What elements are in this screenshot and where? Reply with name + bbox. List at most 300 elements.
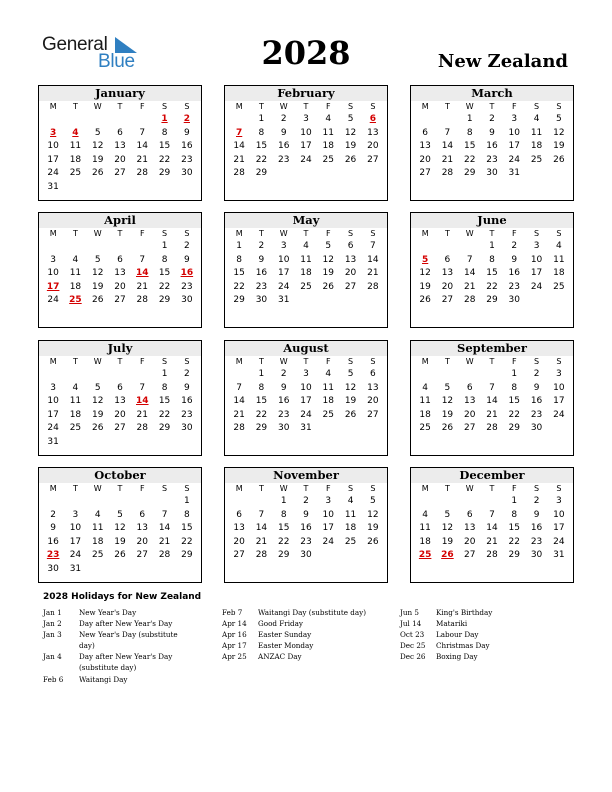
weekday-header: S (534, 102, 540, 111)
weekday-header: M (421, 357, 429, 366)
weekday-header: M (49, 484, 57, 493)
holiday-day-cell: 1 (161, 114, 168, 124)
day-cell: 21 (136, 154, 148, 165)
weekday-header: M (235, 357, 243, 366)
holiday-item (43, 629, 193, 651)
holiday-item (222, 607, 366, 618)
day-cell: 15 (158, 268, 171, 279)
day-cell: 30 (530, 550, 543, 561)
weekday-header: M (421, 484, 429, 493)
day-cell: 15 (277, 523, 290, 534)
brand-word-general: General (42, 34, 108, 55)
holiday-name: King's Birthday (436, 608, 493, 617)
day-cell: 27 (463, 550, 476, 561)
day-cell: 8 (161, 254, 168, 265)
holiday-item (222, 651, 366, 662)
day-cell: 21 (136, 281, 148, 292)
day-cell: 11 (91, 523, 104, 534)
day-cell: 23 (530, 409, 543, 420)
day-cell: 16 (277, 141, 290, 152)
empty-cell (481, 368, 503, 382)
weekday-header: S (534, 484, 540, 493)
day-cell: 8 (183, 509, 190, 520)
day-cell: 19 (441, 409, 454, 420)
empty-cell (436, 368, 458, 382)
day-cell: 17 (322, 523, 334, 534)
month-name: November (225, 468, 387, 483)
day-cell: 19 (419, 281, 431, 292)
day-cell: 11 (69, 396, 82, 407)
day-cell: 6 (466, 509, 473, 520)
weekday-header: S (184, 102, 190, 111)
day-cell: 27 (136, 550, 148, 561)
weekday-header: F (139, 357, 145, 366)
holiday-day-cell: 14 (136, 396, 149, 407)
day-cell: 19 (344, 141, 357, 152)
holiday-date: Apr 16 (222, 630, 247, 640)
weekday-header: W (465, 229, 474, 238)
weekday-header: T (303, 102, 309, 111)
holiday-name: Waitangi Day (substitute day) (258, 608, 367, 617)
day-cell: 15 (508, 396, 520, 407)
month-name: December (411, 468, 573, 483)
empty-cell (109, 240, 131, 254)
day-cell: 24 (47, 423, 59, 434)
weekday-header: M (49, 102, 57, 111)
day-cell: 1 (258, 369, 265, 379)
day-cell: 30 (530, 423, 543, 434)
day-cell: 29 (508, 423, 520, 434)
day-cell: 26 (344, 409, 357, 420)
day-cell: 21 (463, 281, 476, 292)
empty-cell (414, 240, 436, 254)
day-cell: 16 (181, 141, 193, 152)
weekday-header: T (258, 357, 264, 366)
holiday-column (400, 607, 492, 662)
day-cell: 3 (50, 254, 56, 265)
day-cell: 29 (508, 550, 520, 561)
holiday-day-cell: 26 (441, 550, 454, 561)
day-cell: 26 (553, 154, 565, 165)
day-cell: 28 (136, 423, 148, 434)
day-cell: 7 (236, 382, 242, 393)
day-cell: 20 (233, 536, 245, 547)
holiday-date: Feb 6 (43, 674, 64, 684)
day-cell: 23 (530, 536, 543, 547)
day-cell: 23 (277, 154, 290, 165)
day-cell: 19 (367, 523, 379, 534)
empty-cell (436, 240, 458, 254)
day-cell: 11 (300, 254, 312, 265)
day-cell: 13 (344, 254, 357, 265)
weekday-header: F (325, 484, 331, 493)
day-cell: 17 (508, 141, 520, 152)
day-cell: 29 (486, 295, 498, 306)
day-cell: 5 (555, 114, 562, 124)
weekday-header: S (184, 484, 190, 493)
day-cell: 20 (367, 396, 379, 407)
holiday-date: Apr 14 (222, 619, 247, 629)
day-cell: 9 (533, 382, 540, 393)
month-october (38, 467, 202, 583)
day-cell: 20 (463, 409, 476, 420)
day-cell: 8 (466, 127, 473, 138)
day-cell: 21 (136, 409, 148, 420)
empty-cell (64, 495, 86, 509)
day-cell: 3 (50, 382, 56, 393)
day-cell: 8 (258, 382, 265, 393)
day-cell: 10 (553, 382, 565, 393)
day-cell: 22 (158, 154, 171, 165)
weekday-header: T (444, 357, 450, 366)
empty-cell (414, 113, 436, 127)
month-may (224, 212, 388, 328)
weekday-header: S (556, 102, 562, 111)
day-cell: 25 (91, 550, 104, 561)
day-cell: 9 (183, 127, 190, 138)
day-cell: 18 (300, 268, 312, 279)
holiday-day-cell: 16 (180, 268, 194, 279)
day-cell: 31 (47, 181, 59, 192)
day-cell: 17 (300, 396, 312, 407)
weekday-header: T (303, 357, 309, 366)
day-cell: 17 (553, 523, 565, 534)
empty-cell (414, 495, 436, 509)
day-cell: 15 (181, 523, 193, 534)
day-cell: 8 (161, 382, 168, 393)
day-cell: 12 (367, 509, 379, 520)
day-cell: 1 (511, 369, 518, 379)
day-cell: 1 (161, 369, 168, 379)
day-cell: 9 (183, 254, 190, 265)
day-cell: 30 (277, 423, 290, 434)
day-cell: 16 (486, 141, 498, 152)
day-cell: 20 (344, 268, 357, 279)
day-cell: 12 (91, 268, 104, 279)
holiday-column (43, 607, 193, 685)
day-cell: 5 (347, 114, 354, 124)
day-cell: 22 (158, 409, 171, 420)
holiday-date: Jan 4 (43, 652, 62, 662)
day-cell: 4 (72, 382, 79, 393)
holiday-item (43, 674, 193, 685)
empty-cell (42, 368, 64, 382)
day-cell: 24 (322, 536, 334, 547)
day-cell: 8 (236, 254, 242, 265)
day-cell: 13 (233, 523, 245, 534)
day-cell: 1 (236, 241, 242, 251)
day-cell: 10 (508, 127, 520, 138)
empty-cell (42, 240, 64, 254)
day-cell: 23 (181, 281, 193, 292)
day-cell: 27 (344, 281, 357, 292)
day-cell: 1 (258, 114, 265, 124)
weekday-header: W (93, 484, 102, 493)
day-cell: 26 (91, 168, 104, 179)
day-cell: 13 (367, 382, 379, 393)
weekday-header: S (162, 357, 168, 366)
day-cell: 2 (50, 509, 56, 520)
holiday-date: Apr 17 (222, 641, 247, 651)
weekday-header: M (49, 229, 57, 238)
day-cell: 5 (444, 509, 451, 520)
day-cell: 13 (441, 268, 454, 279)
empty-cell (131, 495, 153, 509)
day-cell: 14 (367, 254, 379, 265)
holiday-name: Labour Day (436, 630, 479, 640)
holiday-item (43, 651, 193, 673)
day-cell: 14 (233, 396, 245, 407)
day-cell: 13 (367, 127, 379, 138)
day-cell: 24 (508, 154, 520, 165)
weekday-header: F (325, 229, 331, 238)
holiday-item (222, 629, 366, 640)
weekday-header: S (370, 229, 376, 238)
day-cell: 13 (114, 396, 126, 407)
day-cell: 19 (91, 154, 104, 165)
day-cell: 3 (303, 369, 309, 379)
weekday-header: T (72, 102, 78, 111)
month-december (410, 467, 574, 583)
day-cell: 25 (553, 281, 565, 292)
day-cell: 22 (255, 154, 268, 165)
day-cell: 9 (258, 254, 265, 265)
day-cell: 1 (161, 241, 168, 251)
month-january (38, 85, 202, 201)
day-grid (39, 356, 201, 450)
day-cell: 29 (181, 550, 193, 561)
day-cell: 21 (233, 409, 245, 420)
day-cell: 16 (277, 396, 290, 407)
day-cell: 5 (444, 382, 451, 393)
empty-cell (64, 113, 86, 127)
day-grid (411, 101, 573, 181)
day-cell: 18 (553, 268, 565, 279)
day-cell: 13 (114, 268, 126, 279)
weekday-header: F (511, 357, 517, 366)
day-cell: 23 (277, 409, 290, 420)
empty-cell (42, 113, 64, 127)
holiday-day-cell: 5 (422, 254, 429, 265)
day-cell: 25 (300, 281, 312, 292)
month-name: September (411, 341, 573, 356)
day-cell: 15 (255, 141, 268, 152)
day-cell: 19 (322, 268, 334, 279)
day-cell: 6 (466, 382, 473, 393)
day-cell: 28 (233, 423, 245, 434)
weekday-header: M (421, 102, 429, 111)
day-cell: 6 (117, 127, 123, 138)
day-cell: 11 (322, 382, 334, 393)
day-cell: 14 (136, 141, 148, 152)
day-cell: 12 (344, 382, 357, 393)
day-cell: 12 (553, 127, 565, 138)
empty-cell (414, 368, 436, 382)
weekday-header: S (534, 357, 540, 366)
day-cell: 11 (322, 127, 334, 138)
day-cell: 14 (233, 141, 245, 152)
day-cell: 30 (486, 168, 498, 179)
day-cell: 16 (47, 536, 59, 547)
day-cell: 10 (47, 268, 59, 279)
day-cell: 6 (422, 127, 428, 138)
day-cell: 2 (183, 369, 190, 379)
day-cell: 15 (463, 141, 476, 152)
weekday-header: S (556, 229, 562, 238)
day-cell: 16 (530, 523, 543, 534)
day-cell: 11 (69, 141, 82, 152)
day-cell: 30 (181, 168, 193, 179)
day-cell: 4 (555, 241, 562, 251)
day-cell: 26 (367, 536, 379, 547)
day-cell: 28 (136, 168, 148, 179)
holidays-title: 2028 Holidays for New Zealand (43, 592, 202, 602)
empty-cell (87, 495, 109, 509)
day-cell: 30 (181, 295, 193, 306)
day-cell: 31 (69, 563, 82, 574)
day-cell: 13 (419, 141, 431, 152)
day-cell: 2 (489, 114, 495, 124)
day-cell: 2 (280, 114, 287, 124)
day-cell: 23 (508, 281, 520, 292)
day-cell: 18 (69, 154, 82, 165)
day-cell: 23 (300, 536, 312, 547)
weekday-header: T (72, 229, 78, 238)
holiday-date: Jul 14 (400, 619, 422, 629)
day-cell: 27 (367, 154, 379, 165)
day-cell: 24 (530, 281, 543, 292)
day-cell: 24 (47, 295, 59, 306)
day-cell: 27 (114, 168, 126, 179)
day-cell: 20 (114, 409, 126, 420)
day-cell: 9 (280, 382, 287, 393)
day-cell: 26 (114, 550, 126, 561)
holiday-item (400, 640, 492, 651)
day-cell: 6 (117, 254, 123, 265)
empty-cell (109, 113, 131, 127)
holiday-date: Oct 23 (400, 630, 425, 640)
day-cell: 14 (158, 523, 171, 534)
empty-cell (459, 368, 481, 382)
day-cell: 20 (114, 154, 126, 165)
day-grid (225, 356, 387, 436)
day-grid (411, 356, 573, 436)
day-cell: 2 (533, 496, 540, 506)
day-cell: 28 (136, 295, 148, 306)
weekday-header: S (184, 357, 190, 366)
day-cell: 29 (277, 550, 290, 561)
weekday-header: S (162, 229, 168, 238)
day-cell: 16 (530, 396, 543, 407)
day-grid (225, 483, 387, 563)
weekday-header: S (370, 357, 376, 366)
weekday-header: T (489, 484, 495, 493)
day-cell: 21 (233, 154, 245, 165)
day-cell: 5 (94, 254, 101, 265)
day-cell: 29 (158, 295, 171, 306)
day-cell: 8 (511, 509, 518, 520)
day-cell: 25 (322, 154, 334, 165)
day-cell: 28 (233, 168, 245, 179)
day-cell: 21 (255, 536, 268, 547)
holiday-day-cell: 2 (183, 114, 190, 124)
day-cell: 19 (344, 396, 357, 407)
day-cell: 1 (466, 114, 473, 124)
day-cell: 4 (325, 369, 332, 379)
day-cell: 4 (422, 382, 428, 393)
day-cell: 18 (419, 409, 431, 420)
holiday-day-cell: 25 (69, 295, 82, 306)
day-cell: 7 (489, 509, 495, 520)
weekday-header: S (370, 102, 376, 111)
month-name: March (411, 86, 573, 101)
day-cell: 10 (69, 523, 82, 534)
empty-cell (228, 368, 250, 382)
day-cell: 13 (463, 523, 476, 534)
day-cell: 25 (322, 409, 334, 420)
day-cell: 25 (530, 154, 543, 165)
day-cell: 19 (114, 536, 126, 547)
day-cell: 21 (158, 536, 171, 547)
day-cell: 18 (69, 281, 82, 292)
day-cell: 26 (441, 423, 454, 434)
weekday-header: T (303, 484, 309, 493)
month-name: August (225, 341, 387, 356)
day-cell: 19 (553, 141, 565, 152)
day-cell: 17 (277, 268, 290, 279)
day-cell: 3 (72, 509, 79, 520)
weekday-header: W (465, 357, 474, 366)
day-cell: 10 (530, 254, 543, 265)
day-cell: 6 (236, 509, 242, 520)
day-cell: 26 (419, 295, 431, 306)
weekday-header: F (511, 484, 517, 493)
day-cell: 18 (419, 536, 431, 547)
month-august (224, 340, 388, 456)
weekday-header: W (279, 357, 288, 366)
day-cell: 24 (277, 281, 290, 292)
day-cell: 15 (158, 141, 171, 152)
empty-cell (153, 495, 175, 509)
weekday-header: W (279, 102, 288, 111)
day-cell: 20 (136, 536, 148, 547)
day-cell: 12 (441, 396, 454, 407)
day-cell: 22 (463, 154, 476, 165)
weekday-header: S (184, 229, 190, 238)
weekday-header: W (465, 484, 474, 493)
day-cell: 3 (511, 114, 518, 124)
day-cell: 14 (486, 396, 498, 407)
day-cell: 18 (322, 141, 334, 152)
day-cell: 11 (69, 268, 82, 279)
country-name: New Zealand (437, 51, 568, 72)
day-cell: 26 (91, 295, 104, 306)
day-cell: 17 (47, 154, 59, 165)
day-cell: 27 (419, 168, 431, 179)
month-november (224, 467, 388, 583)
day-cell: 7 (369, 241, 376, 251)
day-cell: 7 (161, 509, 168, 520)
day-cell: 27 (233, 550, 245, 561)
weekday-header: M (235, 484, 243, 493)
day-cell: 21 (367, 268, 379, 279)
day-cell: 17 (300, 141, 312, 152)
day-cell: 17 (530, 268, 543, 279)
weekday-header: T (258, 484, 264, 493)
day-cell: 19 (91, 281, 104, 292)
day-cell: 12 (322, 254, 334, 265)
empty-cell (481, 495, 503, 509)
